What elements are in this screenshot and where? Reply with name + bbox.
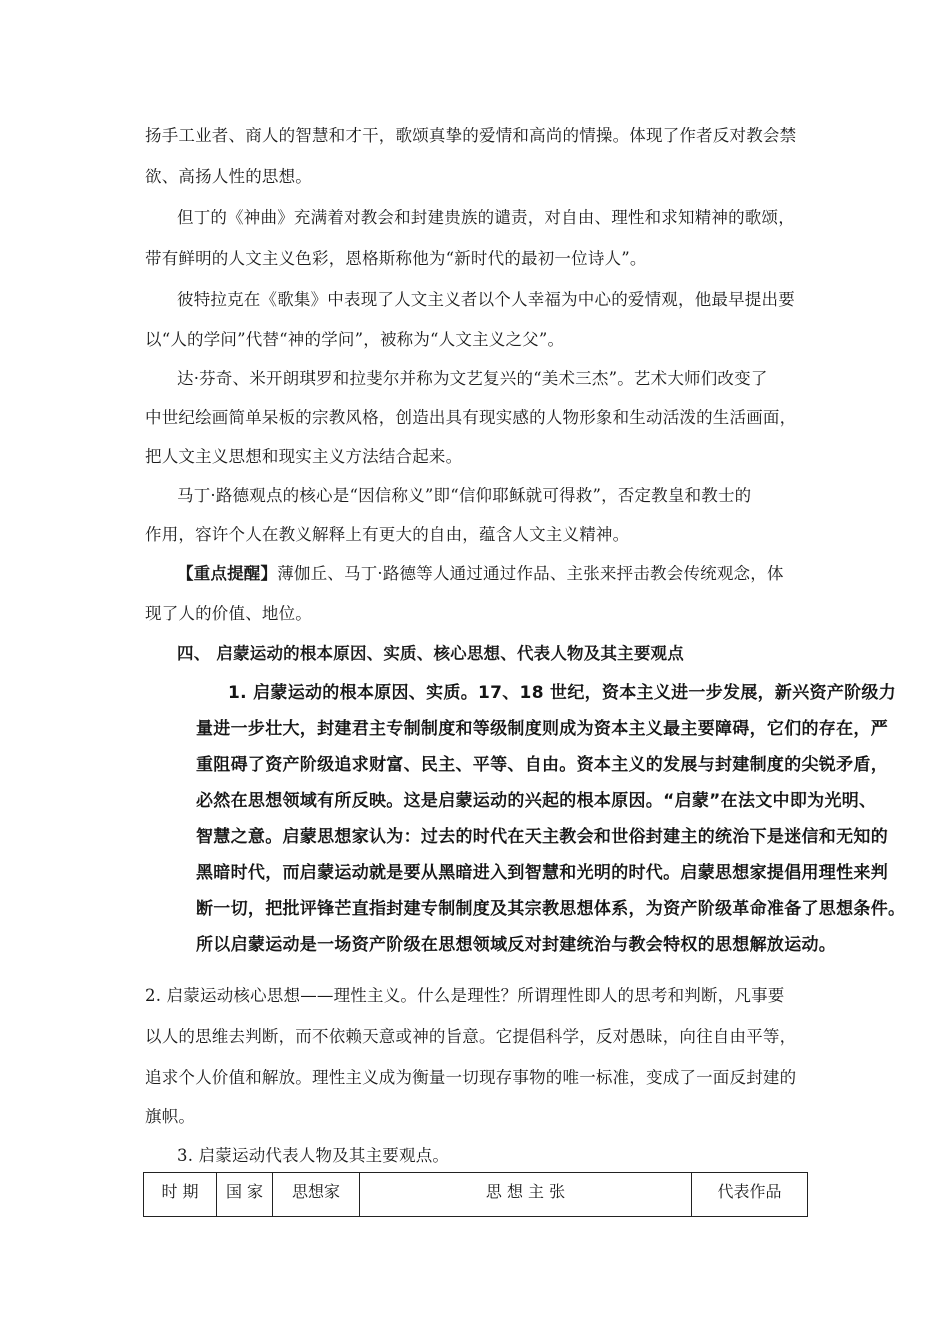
scanned-text-line: 智慧之意。启蒙思想家认为：过去的时代在天主教会和世俗封建主的统治下是迷信和无知的 [196, 827, 888, 847]
text-line: 以人的思维去判断，而不依赖天意或神的旨意。它提倡科学，反对愚昧，向往自由平等， [145, 1027, 797, 1046]
text-line: 马丁·路德观点的核心是“因信称义”即“信仰耶稣就可得救”，否定教皇和教士的 [177, 486, 752, 505]
text-line: 2. 启蒙运动核心思想——理性主义。什么是理性？所谓理性即人的思考和判断，凡事要 [145, 986, 785, 1005]
text-line: 中世纪绘画简单呆板的宗教风格，创造出具有现实感的人物形象和生动活泼的生活画面， [145, 408, 797, 427]
scanned-text-line: 断一切，把批评锋芒直指封建专制制度及其宗教思想体系，为资产阶级革命准备了思想条件。 [196, 899, 906, 919]
text-line: 带有鲜明的人文主义色彩，恩格斯称他为“新时代的最初一位诗人”。 [145, 249, 647, 268]
reminder-label: 【重点提醒】 [177, 564, 278, 583]
scanned-text-line: 黑暗时代，而启蒙运动就是要从黑暗进入到智慧和光明的时代。启蒙思想家提倡用理性来判 [196, 863, 888, 883]
header-ideas: 思 想 主 张 [360, 1173, 692, 1217]
scanned-text-line: 所以启蒙运动是一场资产阶级在思想领域反对封建统治与教会特权的思想解放运动。 [196, 935, 837, 955]
text-line: 扬手工业者、商人的智慧和才干，歌颂真挚的爱情和高尚的情操。体现了作者反对教会禁 [145, 126, 797, 145]
header-thinker: 思想家 [273, 1173, 360, 1217]
scanned-text-line: 必然在思想领域有所反映。这是启蒙运动的兴起的根本原因。“启蒙”在法文中即为光明、 [196, 791, 877, 811]
reminder-text: 薄伽丘、马丁·路德等人通过通过作品、主张来抨击教会传统观念，体 [277, 564, 784, 583]
text-line: 达·芬奇、米开朗琪罗和拉斐尔并称为文艺复兴的“美术三杰”。艺术大师们改变了 [177, 369, 768, 388]
reminder-line [177, 564, 784, 584]
text-line: 但丁的《神曲》充满着对教会和封建贵族的谴责，对自由、理性和求知精神的歌颂， [177, 208, 795, 227]
scanned-text-line: 重阻碍了资产阶级追求财富、民主、平等、自由。资本主义的发展与封建制度的尖锐矛盾， [196, 755, 888, 775]
scanned-text-line: 量进一步壮大，封建君主专制制度和等级制度则成为资本主义最主要障碍，它们的存在，严 [196, 719, 888, 739]
scanned-text-line: 1. 启蒙运动的根本原因、实质。17、18 世纪，资本主义进一步发展，新兴资产阶级力 [228, 683, 897, 703]
representatives-table [143, 1172, 808, 1217]
header-works: 代表作品 [692, 1173, 808, 1217]
text-line: 追求个人价值和解放。理性主义成为衡量一切现存事物的唯一标准，变成了一面反封建的 [145, 1068, 797, 1087]
text-line: 以“人的学问”代替“神的学问”，被称为“人文主义之父”。 [145, 330, 565, 349]
text-line: 彼特拉克在《歌集》中表现了人文主义者以个人幸福为中心的爱情观，他最早提出要 [177, 290, 795, 309]
header-period: 时 期 [144, 1173, 217, 1217]
text-line: 欲、高扬人性的思想。 [145, 167, 312, 186]
text-line: 作用，容许个人在教义解释上有更大的自由，蕴含人文主义精神。 [145, 525, 630, 544]
header-country: 国 家 [217, 1173, 273, 1217]
reminder-continuation: 现了人的价值、地位。 [145, 604, 312, 623]
text-line: 把人文主义思想和现实主义方法结合起来。 [145, 447, 463, 466]
table-header-row [144, 1173, 808, 1217]
text-line: 旗帜。 [145, 1107, 196, 1126]
section-heading: 四、 启蒙运动的根本原因、实质、核心思想、代表人物及其主要观点 [177, 644, 684, 663]
text-line: 3. 启蒙运动代表人物及其主要观点。 [177, 1146, 450, 1165]
